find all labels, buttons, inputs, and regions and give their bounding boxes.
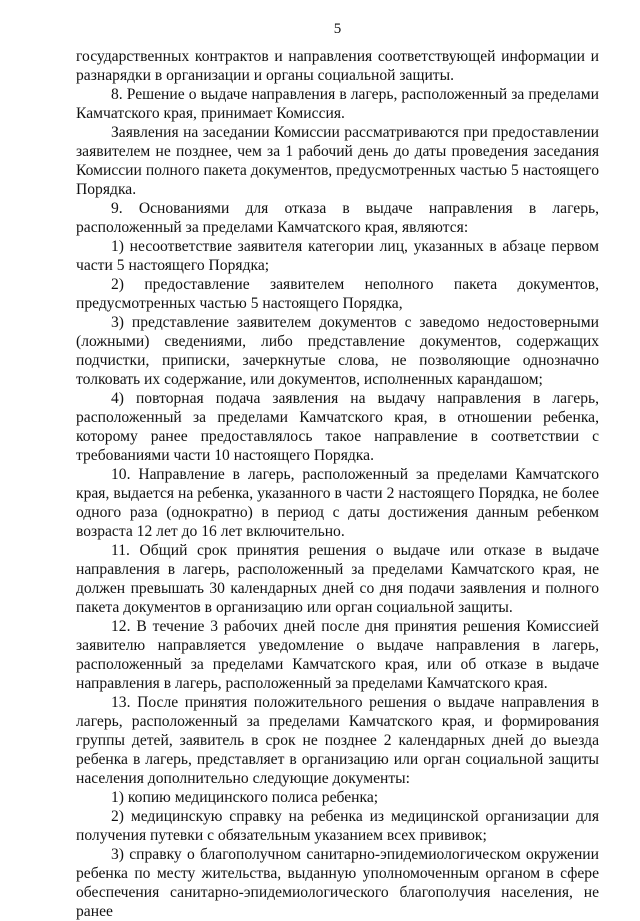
paragraph-item-8: 8. Решение о выдаче направления в лагерь, расположенный за пределами Камчатского края, принимает Комиссия.	[76, 86, 599, 122]
paragraph-item-13: 13. После принятия положительного решения о выдаче направления в лагерь, расположенный за пределами Камчатского края, и формирования группы детей, заявитель в срок не позднее 2 календарных дней до выезда ребенка в лагерь, представляет в организацию или орган социальной защиты населения дополнительно следующие документы:	[76, 694, 599, 787]
list-item-9-2: 2) предоставление заявителем неполного пакета документов, предусмотренных частью 5 настоящего Порядка,	[76, 276, 599, 312]
list-item-9-4: 4) повторная подача заявления на выдачу направления в лагерь, расположенный за пределами Камчатского края, в отношении ребенка, которому ранее предоставлялось такое направление в соответствии с требованиями части 10 настоящего Порядка.	[76, 390, 599, 464]
document-body	[76, 47, 599, 921]
list-item-9-1: 1) несоответствие заявителя категории лиц, указанных в абзаце первом части 5 настоящего Порядка;	[76, 238, 599, 274]
list-item-13-3: 3) справку о благополучном санитарно-эпидемиологическом окружении ребенка по месту жительства, выданную уполномоченным органом в сфере обеспечения санитарно-эпидемиологического благополучия населения, не ранее	[76, 846, 599, 920]
paragraph-item-10: 10. Направление в лагерь, расположенный за пределами Камчатского края, выдается на ребенка, указанного в части 2 настоящего Порядка, не более одного раза (однократно) в период с даты достижения данным ребенком возраста 12 лет до 16 лет включительно.	[76, 466, 599, 540]
list-item-13-2: 2) медицинскую справку на ребенка из медицинской организации для получения путевки с обязательным указанием всех прививок;	[76, 808, 599, 844]
document-page	[76, 0, 599, 921]
paragraph-applications: Заявления на заседании Комиссии рассматриваются при предоставлении заявителем не позднее, чем за 1 рабочий день до даты проведения заседания Комиссии полного пакета документов, предусмотренных частью 5 настоящего Порядка.	[76, 124, 599, 198]
paragraph-item-11: 11. Общий срок принятия решения о выдаче или отказе в выдаче направления в лагерь, расположенный за пределами Камчатского края, не должен превышать 30 календарных дней со дня подачи заявления и полного пакета документов в организацию или орган социальной защиты.	[76, 542, 599, 616]
list-item-13-1: 1) копию медицинского полиса ребенка;	[111, 789, 379, 806]
paragraph-item-9: 9. Основаниями для отказа в выдаче направления в лагерь, расположенный за пределами Камчатского края, являются:	[76, 200, 599, 236]
list-item-9-3: 3) представление заявителем документов с заведомо недостоверными (ложными) сведениями, либо представление документов, содержащих подчистки, приписки, зачеркнутые слова, не позволяющие однозначно толковать их содержание, или документов, исполненных карандашом;	[76, 314, 599, 388]
paragraph-item-12: 12. В течение 3 рабочих дней после дня принятия решения Комиссией заявителю направляется уведомление о выдаче направления в лагерь, расположенный за пределами Камчатского края, или об отказе в выдаче направления в лагерь, расположенный за пределами Камчатского края.	[76, 618, 599, 692]
page-number: 5	[333, 21, 342, 37]
paragraph-continuation: государственных контрактов и направления соответствующей информации и разнарядки в организации и органы социальной защиты.	[76, 48, 599, 84]
